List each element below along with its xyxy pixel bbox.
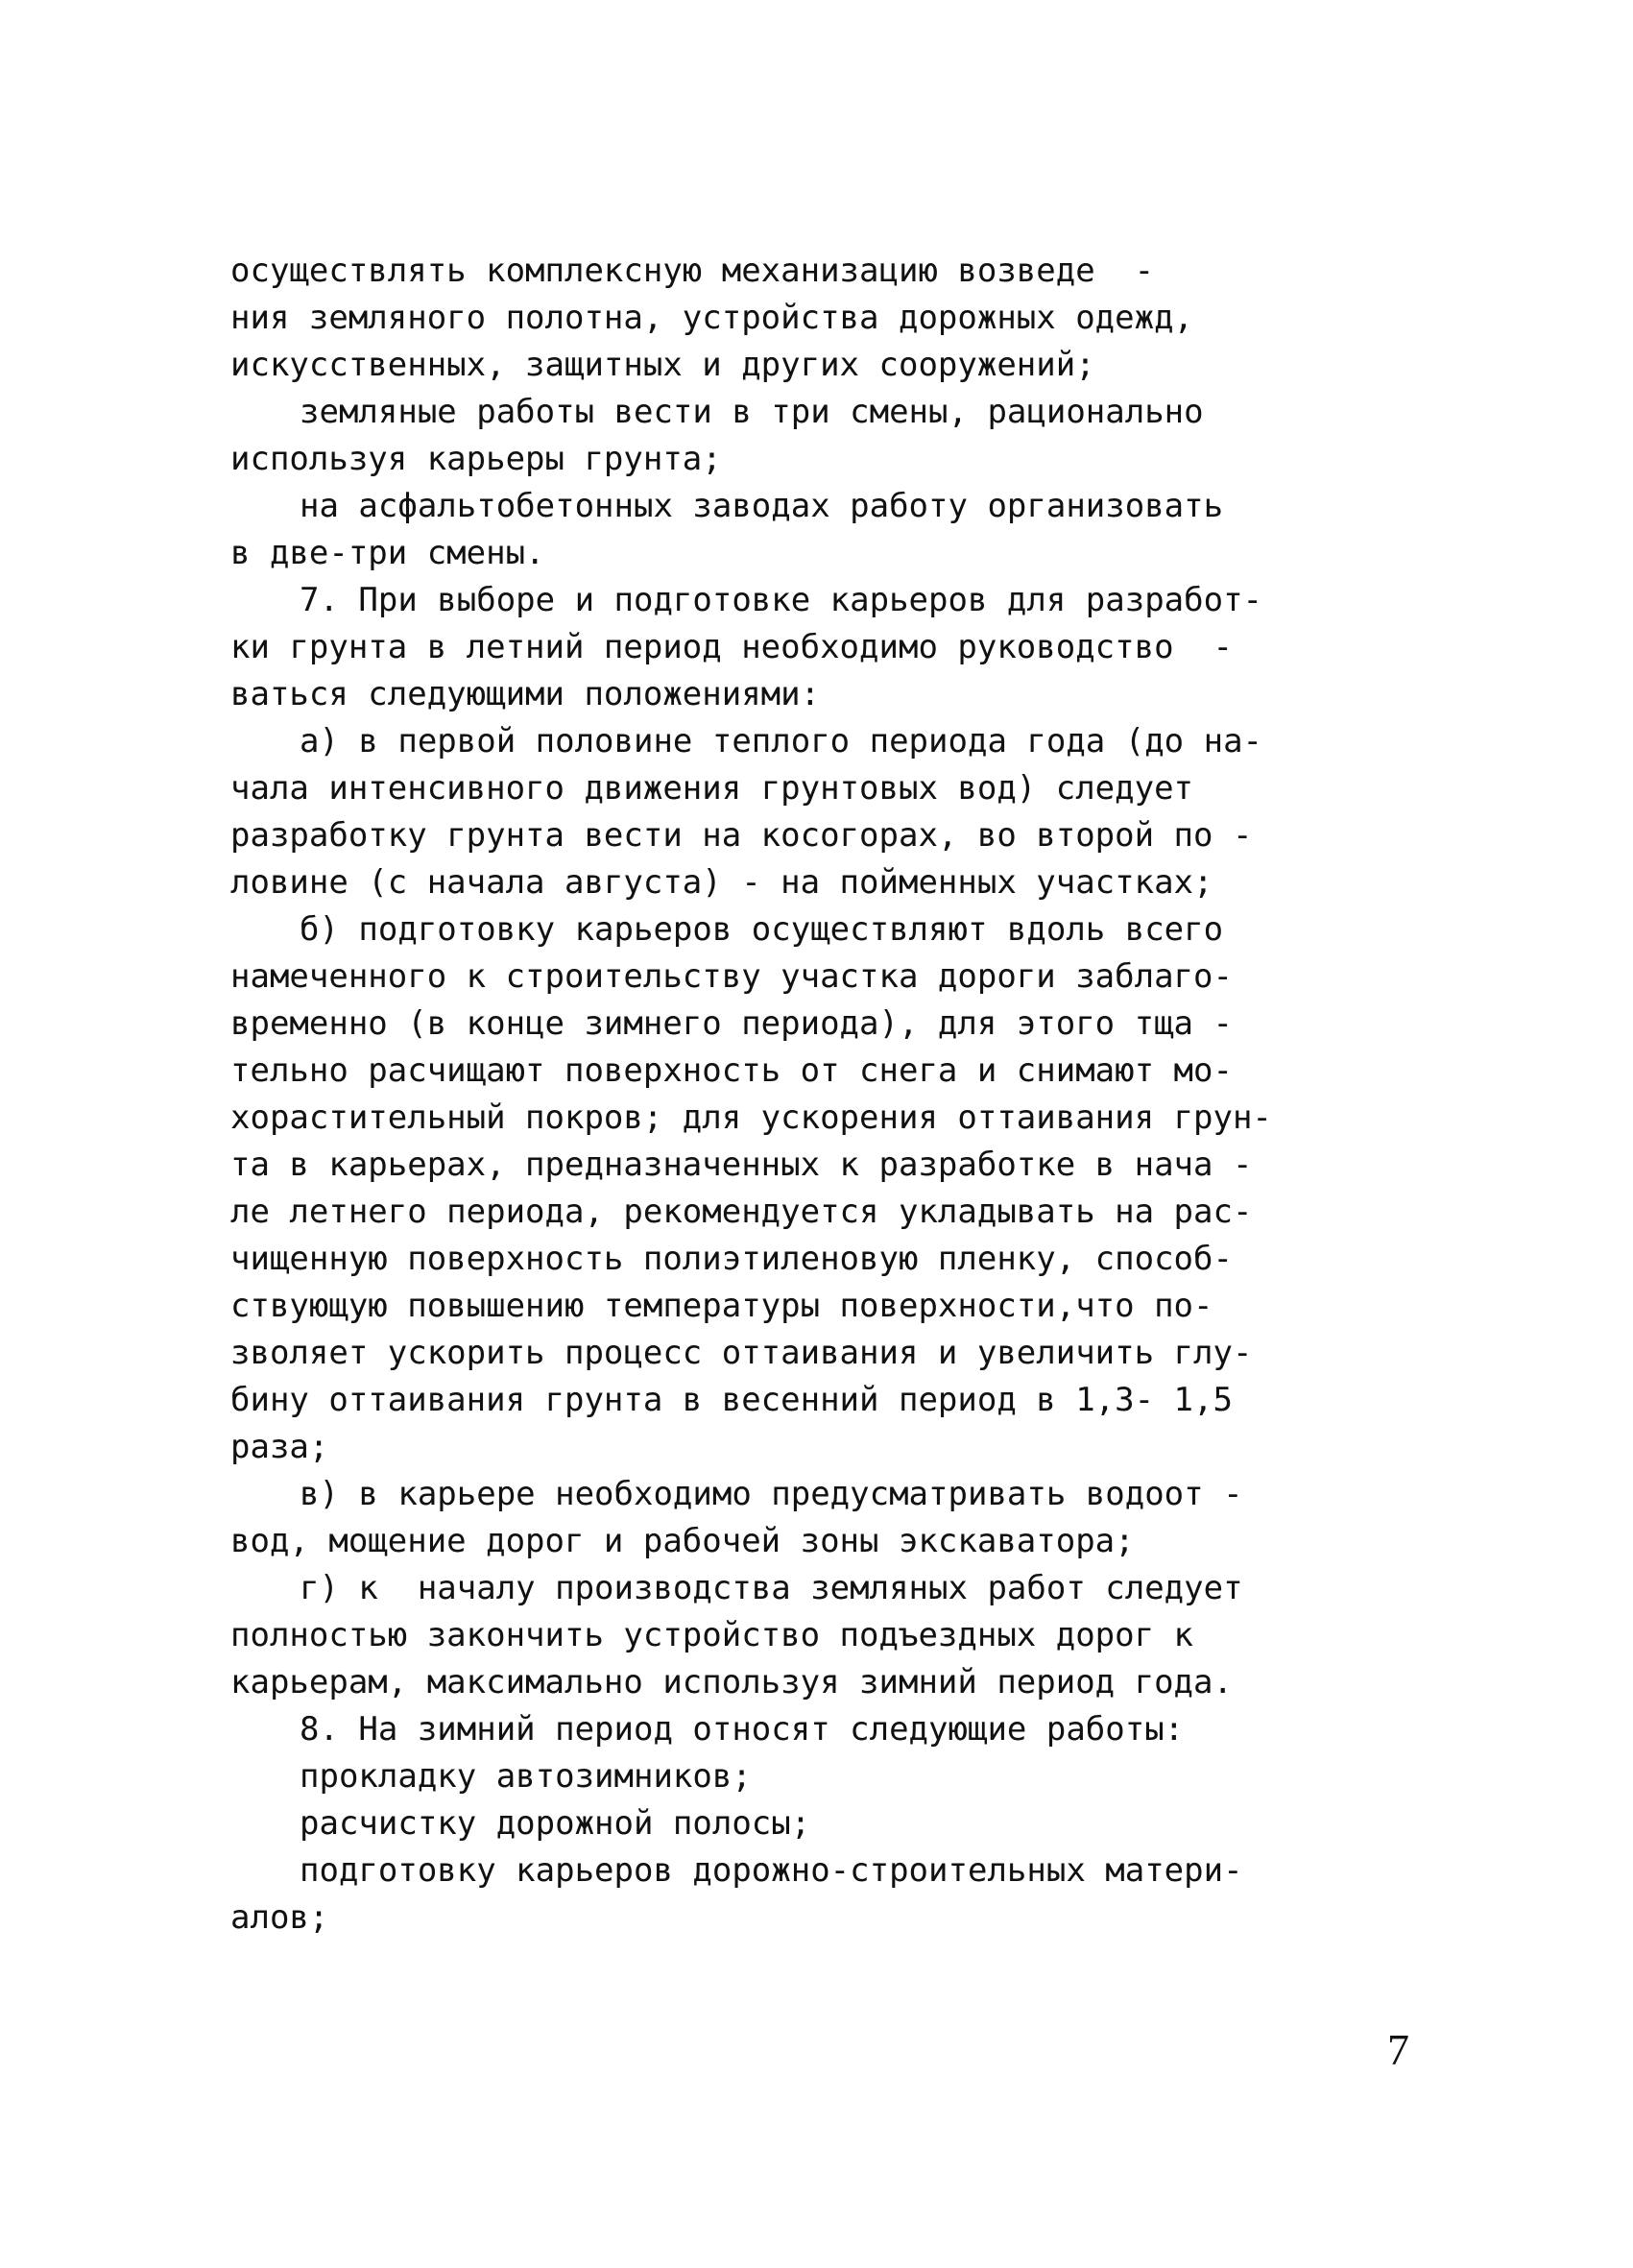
text-line: раза; [230, 1428, 329, 1466]
text-line: зволяет ускорить процесс оттаивания и увеличить глу- [230, 1334, 1253, 1372]
text-line: намеченного к строительству участка дороги заблаго- [230, 957, 1233, 996]
text-line: в две-три смены. [230, 534, 545, 572]
text-line: ловине (с начала августа) - на пойменных участках; [230, 863, 1213, 902]
text-line: временно (в конце зимнего периода), для этого тща - [230, 1004, 1233, 1043]
page-number: 7 [1387, 2025, 1409, 2074]
text-line: тельно расчищают поверхность от снега и снимают мо- [230, 1051, 1233, 1090]
text-line: ваться следующими положениями: [230, 675, 821, 713]
section-8-start: 8. На зимний период относят следующие работы: [300, 1710, 1185, 1749]
text-line: искусственных, защитных и других сооружений; [230, 346, 1095, 384]
list-item-g: г) к началу производства земляных работ следует [300, 1569, 1243, 1607]
page-body [230, 248, 1440, 1942]
text-line: ния земляного полотна, устройства дорожных одежд, [230, 299, 1194, 337]
list-item-a: а) в первой половине теплого периода года (до на- [300, 722, 1263, 760]
text-line: чищенную поверхность полиэтиленовую пленку, способ- [230, 1240, 1233, 1278]
work-item: прокладку автозимников; [300, 1757, 752, 1796]
text-line: чала интенсивного движения грунтовых вод) следует [230, 769, 1194, 808]
text-line: алов; [230, 1898, 329, 1937]
text-line: ле летнего периода, рекомендуется укладывать на рас- [230, 1193, 1253, 1231]
text-line: ки грунта в летний период необходимо руководство - [230, 628, 1233, 666]
text-line: бину оттаивания грунта в весенний период в 1,3- 1,5 [230, 1381, 1233, 1419]
work-item: расчистку дорожной полосы; [300, 1804, 811, 1843]
text-line: осуществлять комплексную механизацию возведе - [230, 252, 1155, 290]
paragraph-start: на асфальтобетонных заводах работу организовать [300, 487, 1224, 525]
work-item: подготовку карьеров дорожно-строительных матери- [300, 1851, 1243, 1890]
text-line: карьерам, максимально используя зимний период года. [230, 1663, 1233, 1701]
paragraph-start: земляные работы вести в три смены, рационально [300, 393, 1204, 431]
text-line: ствующую повышению температуры поверхности,что по- [230, 1287, 1213, 1325]
text-line: разработку грунта вести на косогорах, во второй по - [230, 816, 1253, 855]
text-line: та в карьерах, предназначенных к разработке в нача - [230, 1146, 1253, 1184]
list-item-b: б) подготовку карьеров осуществляют вдоль всего [300, 910, 1224, 949]
section-7-start: 7. При выборе и подготовке карьеров для разработ- [300, 581, 1263, 619]
text-line: полностью закончить устройство подъездных дорог к [230, 1616, 1194, 1654]
text-line: вод, мощение дорог и рабочей зоны экскаватора; [230, 1522, 1135, 1560]
list-item-v: в) в карьере необходимо предусматривать водоот - [300, 1475, 1243, 1513]
text-line: хорастительный покров; для ускорения оттаивания грун- [230, 1098, 1272, 1137]
text-line: используя карьеры грунта; [230, 440, 722, 478]
